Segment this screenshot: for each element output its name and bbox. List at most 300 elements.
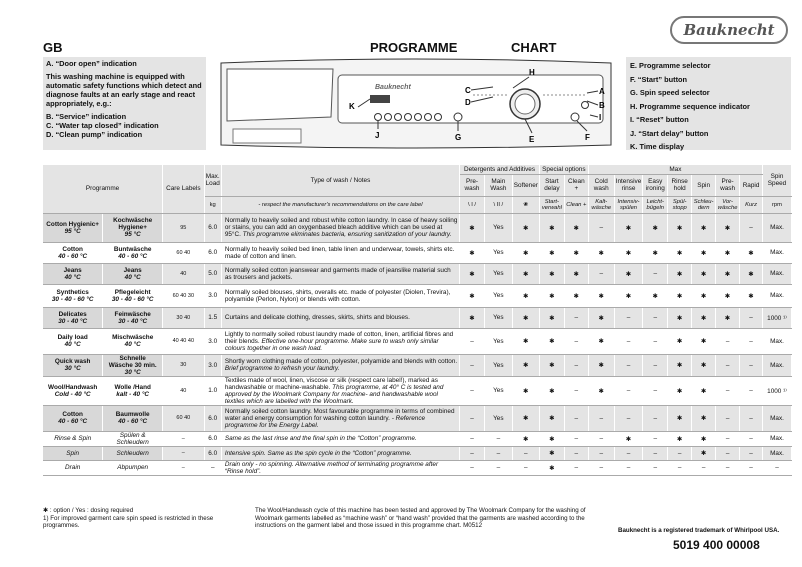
max-load: 6.0 bbox=[204, 431, 221, 446]
programme-en bbox=[43, 354, 103, 376]
programme-de bbox=[103, 405, 163, 431]
col-pre2: Pre-wash bbox=[716, 174, 740, 196]
col-easy: Easy ironing bbox=[643, 174, 668, 196]
option-cell: – bbox=[716, 328, 740, 354]
col-type-sub: - respect the manufacturer's recommendations on the care label bbox=[221, 196, 459, 213]
programme-row bbox=[43, 307, 792, 328]
option-cell: Yes bbox=[484, 307, 512, 328]
option-cell: Max. bbox=[763, 405, 792, 431]
programme-en-name: Drain bbox=[65, 464, 81, 471]
option-cell: – bbox=[740, 446, 763, 460]
wash-notes bbox=[221, 284, 459, 307]
option-cell: ✱ bbox=[668, 213, 692, 242]
programme-row bbox=[43, 354, 792, 376]
care-label-icon: 60 40 bbox=[163, 242, 205, 263]
programme-de-name: Kochwäsche Hygiene+ bbox=[113, 217, 153, 231]
option-cell: – bbox=[716, 376, 740, 405]
programme-en-temp: 40 - 60 °C bbox=[58, 418, 88, 425]
option-cell: ✱ bbox=[668, 307, 692, 328]
label-j: J bbox=[375, 131, 380, 140]
care-label-icon: 95 bbox=[163, 213, 205, 242]
programme-en-temp: 40 - 60 °C bbox=[58, 252, 88, 260]
option-cell: ✱ bbox=[614, 263, 643, 284]
option-cell: – bbox=[614, 376, 643, 405]
option-cell: ✱ bbox=[539, 263, 564, 284]
label-e: E bbox=[529, 135, 535, 144]
note-text: Normally soiled cotton laundry. Most favourable programme in terms of combined water and energy consumption for washing cotton laundry. bbox=[224, 407, 455, 422]
option-cell: ✱ bbox=[668, 328, 692, 354]
option-cell: ✱ bbox=[716, 242, 740, 263]
woolmark-code: M0512 bbox=[463, 522, 483, 529]
option-cell: ✱ bbox=[668, 376, 692, 405]
footnote-option: ✱ : option / Yes : dosing required bbox=[43, 507, 134, 514]
option-cell: Yes bbox=[484, 242, 512, 263]
option-cell: – bbox=[740, 405, 763, 431]
option-cell: ✱ bbox=[539, 242, 564, 263]
option-cell: – bbox=[460, 376, 485, 405]
note-italic: - Reference programme for the Energy Label. bbox=[224, 414, 426, 429]
care-label-icon: 40 bbox=[163, 376, 205, 405]
programme-en-temp: 40 °C bbox=[64, 341, 81, 348]
option-cell: ✱ bbox=[716, 263, 740, 284]
programme-en-temp: 30 - 40 - 60 °C bbox=[51, 295, 94, 303]
option-cell: – bbox=[614, 354, 643, 376]
label-f: F bbox=[585, 133, 590, 142]
wash-notes bbox=[221, 263, 459, 284]
note-italic: Intensive spin. Same as the spin cycle in the “Cotton” programme. bbox=[224, 449, 412, 457]
programme-de-name: Abpumpen bbox=[117, 464, 149, 471]
label-b: B bbox=[599, 101, 605, 110]
note-text: Normally soiled blouses, shirts, overalls etc. made of polyester (Diolen, Trevira), polyamide (Perlon, Nylon) or blends with cotton. bbox=[224, 288, 451, 303]
wash-notes bbox=[221, 446, 459, 460]
option-cell: – bbox=[460, 460, 485, 475]
col-cold: Cold wash bbox=[588, 174, 614, 196]
option-cell: Max. bbox=[763, 446, 792, 460]
option-cell: ✱ bbox=[539, 354, 564, 376]
col-rinse: Rinse hold bbox=[668, 174, 692, 196]
option-cell: – bbox=[564, 354, 588, 376]
programme-row bbox=[43, 263, 792, 284]
col-pre2-de: Vor-wäsche bbox=[716, 196, 740, 213]
option-cell: ✱ bbox=[564, 242, 588, 263]
option-cell: – bbox=[740, 460, 763, 475]
programme-de bbox=[103, 242, 163, 263]
option-cell: – bbox=[588, 263, 614, 284]
programme-de-temp: 40 °C bbox=[124, 341, 141, 348]
option-cell: ✱ bbox=[539, 405, 564, 431]
col-programme: Programme bbox=[43, 165, 163, 213]
note-text: Textiles made of wool, linen, viscose or silk (respect care label!), marked as handwashable or machine-washable. bbox=[224, 376, 438, 391]
max-load: 1.5 bbox=[204, 307, 221, 328]
legend-e: E. Programme selector bbox=[630, 61, 711, 70]
option-cell: Max. bbox=[763, 354, 792, 376]
option-cell: Yes bbox=[484, 328, 512, 354]
col-special: Special options bbox=[539, 165, 588, 174]
option-cell: – bbox=[484, 446, 512, 460]
programme-en-name: Daily load bbox=[57, 334, 88, 341]
info-b: B. “Service” indication bbox=[46, 112, 127, 121]
note-italic: Same as the last rinse and the final spin in the “Cotton” programme. bbox=[224, 435, 417, 442]
option-cell: ✱ bbox=[539, 376, 564, 405]
option-cell: – bbox=[716, 431, 740, 446]
col-spin-de: Schleu-dern bbox=[692, 196, 716, 213]
option-cell: – bbox=[460, 405, 485, 431]
option-cell: – bbox=[614, 328, 643, 354]
max-load: 3.0 bbox=[204, 328, 221, 354]
legend-j: J. “Start delay” button bbox=[630, 128, 709, 138]
option-cell: – bbox=[740, 307, 763, 328]
programme-en-name: Quick wash bbox=[54, 358, 91, 365]
programme-en bbox=[43, 328, 103, 354]
option-cell: ✱ bbox=[512, 284, 539, 307]
programme-de-temp: Wäsche 30 min. bbox=[108, 361, 157, 369]
option-cell: – bbox=[740, 376, 763, 405]
option-cell: – bbox=[614, 460, 643, 475]
option-cell: – bbox=[643, 263, 668, 284]
programme-table bbox=[43, 165, 792, 476]
programme-en bbox=[43, 376, 103, 405]
max-load: 6.0 bbox=[204, 213, 221, 242]
programme-de-name: Wolle /Hand bbox=[114, 383, 151, 391]
note-text: Curtains and delicate clothing, dresses, skirts, shirts and blouses. bbox=[224, 314, 410, 321]
programme-en-name: Spin bbox=[66, 449, 80, 457]
programme-row bbox=[43, 213, 792, 242]
note-italic: This programme eliminates bacteria, ensuring sanitization of your laundry. bbox=[242, 231, 452, 238]
option-cell: Max. bbox=[763, 284, 792, 307]
programme-de-temp: Schleudern bbox=[116, 438, 149, 446]
control-panel-diagram bbox=[213, 57, 618, 151]
option-cell: ✱ bbox=[588, 284, 614, 307]
programme-en-temp: 40 °C bbox=[64, 273, 81, 281]
programme-de-name: Baumwolle bbox=[115, 411, 150, 418]
col-main: Main Wash bbox=[484, 174, 512, 196]
option-cell: ✱ bbox=[564, 213, 588, 242]
option-cell: – bbox=[763, 460, 792, 475]
programme-en-name: Wool/Handwash bbox=[48, 383, 98, 391]
option-cell: ✱ bbox=[643, 284, 668, 307]
option-cell: ✱ bbox=[614, 284, 643, 307]
option-cell: – bbox=[588, 213, 614, 242]
col-easy-de: Leicht-bügeln bbox=[643, 196, 668, 213]
option-cell: ✱ bbox=[512, 307, 539, 328]
legend-k: K. Time display bbox=[630, 142, 685, 151]
col-spin: Spin bbox=[692, 174, 716, 196]
programme-row bbox=[43, 328, 792, 354]
col-prewash: Pre-wash bbox=[460, 174, 485, 196]
option-cell: ✱ bbox=[692, 446, 716, 460]
indication-info bbox=[43, 57, 206, 150]
programme-de-name: Spülen & bbox=[119, 431, 146, 439]
max-load: 3.0 bbox=[204, 284, 221, 307]
page-title: PROGRAMME CHART bbox=[370, 40, 557, 55]
care-label-icon: 30 40 bbox=[163, 307, 205, 328]
option-cell: Yes bbox=[484, 354, 512, 376]
option-cell: ✱ bbox=[460, 307, 485, 328]
option-cell: ✱ bbox=[588, 328, 614, 354]
note-italic: Brief programme to refresh your laundry. bbox=[224, 365, 340, 372]
programme-de-temp: 95 °C bbox=[124, 231, 141, 238]
option-cell: ✱ bbox=[460, 263, 485, 284]
option-cell: ✱ bbox=[512, 354, 539, 376]
max-load: 6.0 bbox=[204, 405, 221, 431]
care-label-icon: 60 40 bbox=[163, 405, 205, 431]
col-type: Type of wash / Notes bbox=[221, 165, 459, 196]
programme-row bbox=[43, 446, 792, 460]
option-cell: – bbox=[692, 460, 716, 475]
option-cell: ✱ bbox=[539, 460, 564, 475]
region-label: GB bbox=[43, 40, 63, 55]
option-cell: – bbox=[716, 354, 740, 376]
option-cell: ✱ bbox=[692, 376, 716, 405]
care-label-icon: 40 40 40 bbox=[163, 328, 205, 354]
note-italic: Drain only - no spinning. Alternative method of terminating programme after “Rinse hold”. bbox=[224, 460, 439, 475]
option-cell: Max. bbox=[763, 213, 792, 242]
icon-main: \ II / bbox=[484, 196, 512, 213]
option-cell: – bbox=[484, 460, 512, 475]
programme-de-temp: kalt - 40 °C bbox=[116, 390, 150, 398]
programme-de bbox=[103, 328, 163, 354]
programme-en-name: Cotton bbox=[62, 411, 83, 418]
option-cell: ✱ bbox=[692, 284, 716, 307]
max-load: 1.0 bbox=[204, 376, 221, 405]
option-cell: ✱ bbox=[588, 242, 614, 263]
max-load: 5.0 bbox=[204, 263, 221, 284]
option-cell: ✱ bbox=[643, 213, 668, 242]
note-text: Normally soiled cotton jeanswear and garments made of jeanslike material such as trousers and jackets. bbox=[224, 266, 451, 281]
programme-de bbox=[103, 307, 163, 328]
programme-en-temp: Cold - 40 °C bbox=[54, 390, 91, 398]
programme-de-name: Buntwäsche bbox=[113, 245, 152, 253]
programme-en-name: Rinse & Spin bbox=[54, 435, 92, 442]
col-rapid: Rapid bbox=[740, 174, 763, 196]
option-cell: – bbox=[460, 354, 485, 376]
col-cleanp-de: Clean + bbox=[564, 196, 588, 213]
footnote-spin: 1) For improved garment care spin speed is restricted in these programmes. bbox=[43, 514, 214, 529]
care-label-icon: 30 bbox=[163, 354, 205, 376]
option-cell: ✱ bbox=[539, 307, 564, 328]
option-cell: Yes bbox=[484, 284, 512, 307]
col-rapid-de: Kurz bbox=[740, 196, 763, 213]
option-cell: Yes bbox=[484, 376, 512, 405]
option-cell: ✱ bbox=[512, 263, 539, 284]
wash-notes bbox=[221, 376, 459, 405]
programme-de-name: Jeans bbox=[123, 266, 142, 274]
icon-prewash: \ I / bbox=[460, 196, 485, 213]
col-start-de: Start-verwahl bbox=[539, 196, 564, 213]
info-c: C. “Water tap closed” indication bbox=[46, 121, 159, 130]
programme-de-temp: 30 - 40 - 60 °C bbox=[111, 295, 154, 303]
programme-de-temp: 40 - 60 °C bbox=[118, 418, 148, 425]
note-text: Lightly to normally soiled robust laundry made of cotton, linen, artificial fibres and their blends. bbox=[224, 330, 454, 345]
option-cell: – bbox=[484, 431, 512, 446]
wash-notes bbox=[221, 307, 459, 328]
wash-notes bbox=[221, 431, 459, 446]
document-code: 5019 400 00008 bbox=[673, 538, 760, 552]
label-c: C bbox=[465, 86, 471, 95]
col-cold-de: Kalt-wäsche bbox=[588, 196, 614, 213]
option-cell: 1000 ¹⁾ bbox=[763, 376, 792, 405]
option-cell: ✱ bbox=[614, 431, 643, 446]
programme-en-name: Delicates bbox=[58, 310, 87, 318]
option-cell: ✱ bbox=[668, 263, 692, 284]
max-load: 6.0 bbox=[204, 242, 221, 263]
option-cell: ✱ bbox=[740, 263, 763, 284]
option-cell: – bbox=[564, 431, 588, 446]
programme-de bbox=[103, 213, 163, 242]
info-para: This washing machine is equipped with automatic safety functions which detect and diagnose faults at an early stage and react appropriately, e.g.: bbox=[46, 72, 202, 108]
programme-en-temp: 95 °C bbox=[64, 227, 81, 235]
option-cell: ✱ bbox=[512, 431, 539, 446]
programme-de-name: Schnelle bbox=[119, 354, 146, 362]
footnotes bbox=[43, 507, 243, 530]
option-cell: ✱ bbox=[692, 242, 716, 263]
wash-notes bbox=[221, 405, 459, 431]
legend-i: I. “Reset” button bbox=[630, 115, 689, 124]
programme-de-name: Feinwäsche bbox=[114, 310, 151, 318]
option-cell: ✱ bbox=[740, 284, 763, 307]
option-cell: – bbox=[564, 460, 588, 475]
option-cell: ✱ bbox=[539, 213, 564, 242]
option-cell: ✱ bbox=[692, 263, 716, 284]
option-cell: ✱ bbox=[614, 242, 643, 263]
programme-de bbox=[103, 446, 163, 460]
option-cell: – bbox=[643, 376, 668, 405]
programme-row bbox=[43, 431, 792, 446]
programme-en-name: Cotton bbox=[62, 245, 83, 253]
care-label-icon: – bbox=[163, 431, 205, 446]
option-cell: – bbox=[564, 405, 588, 431]
option-cell: ✱ bbox=[512, 405, 539, 431]
option-cell: ✱ bbox=[716, 284, 740, 307]
option-cell: – bbox=[512, 460, 539, 475]
programme-en-name: Jeans bbox=[63, 266, 82, 274]
option-cell: – bbox=[740, 328, 763, 354]
option-cell: Yes bbox=[484, 263, 512, 284]
option-cell: – bbox=[614, 446, 643, 460]
programme-row bbox=[43, 242, 792, 263]
option-cell: – bbox=[564, 328, 588, 354]
programme-en bbox=[43, 307, 103, 328]
programme-en bbox=[43, 460, 103, 475]
option-cell: ✱ bbox=[668, 405, 692, 431]
max-load: 3.0 bbox=[204, 354, 221, 376]
col-cleanp: Clean + bbox=[564, 174, 588, 196]
option-cell: ✱ bbox=[668, 354, 692, 376]
option-cell: ✱ bbox=[460, 213, 485, 242]
option-cell: ✱ bbox=[539, 328, 564, 354]
wash-notes bbox=[221, 328, 459, 354]
programme-de bbox=[103, 376, 163, 405]
note-text: Shortly worn clothing made of cotton, polyester, polyamide and blends with cotton. bbox=[224, 358, 458, 365]
programme-de-temp: 40 - 60 °C bbox=[118, 252, 148, 260]
option-cell: Max. bbox=[763, 431, 792, 446]
programme-row bbox=[43, 376, 792, 405]
option-cell: – bbox=[588, 431, 614, 446]
option-cell: – bbox=[643, 446, 668, 460]
option-cell: – bbox=[588, 405, 614, 431]
option-cell: – bbox=[460, 328, 485, 354]
care-label-icon: 40 bbox=[163, 263, 205, 284]
option-cell: – bbox=[564, 446, 588, 460]
wash-notes bbox=[221, 460, 459, 475]
wash-notes bbox=[221, 354, 459, 376]
option-cell: Yes bbox=[484, 213, 512, 242]
programme-en bbox=[43, 263, 103, 284]
label-d: D bbox=[465, 98, 471, 107]
programme-en bbox=[43, 405, 103, 431]
option-cell: – bbox=[512, 446, 539, 460]
col-speed: Spin Speed bbox=[763, 165, 792, 196]
option-cell: – bbox=[643, 460, 668, 475]
legend-h: H. Programme sequence indicator bbox=[630, 101, 750, 111]
option-cell: ✱ bbox=[692, 431, 716, 446]
option-cell: ✱ bbox=[668, 242, 692, 263]
note-italic: Effective one-hour programme. Make sure to wash only similar colours together in one wash load. bbox=[224, 337, 439, 352]
legend-f: F. “Start” button bbox=[630, 74, 688, 84]
option-cell: – bbox=[643, 405, 668, 431]
programme-en bbox=[43, 213, 103, 242]
option-cell: – bbox=[740, 213, 763, 242]
programme-de bbox=[103, 460, 163, 475]
option-cell: ✱ bbox=[692, 328, 716, 354]
option-cell: ✱ bbox=[512, 328, 539, 354]
option-cell: – bbox=[668, 446, 692, 460]
programme-en-name: Synthetics bbox=[56, 288, 89, 296]
programme-en bbox=[43, 284, 103, 307]
wash-notes bbox=[221, 242, 459, 263]
option-cell: – bbox=[588, 446, 614, 460]
option-cell: ✱ bbox=[539, 446, 564, 460]
option-cell: Max. bbox=[763, 242, 792, 263]
option-cell: ✱ bbox=[512, 242, 539, 263]
programme-en-name: Cotton Hygienic+ bbox=[46, 220, 100, 228]
wash-notes bbox=[221, 213, 459, 242]
programme-en-temp: 30 - 40 °C bbox=[58, 317, 88, 325]
option-cell: ✱ bbox=[692, 213, 716, 242]
option-cell: Max. bbox=[763, 328, 792, 354]
label-h: H bbox=[529, 68, 535, 77]
option-cell: ✱ bbox=[512, 376, 539, 405]
programme-de-temp: 30 - 40 °C bbox=[118, 317, 148, 325]
max-load: – bbox=[204, 460, 221, 475]
option-cell: – bbox=[716, 446, 740, 460]
col-rpm: rpm bbox=[763, 196, 792, 213]
programme-de bbox=[103, 431, 163, 446]
option-cell: ✱ bbox=[588, 376, 614, 405]
note-text: Normally to heavily soiled bed linen, table linen and underwear, towels, shirts etc. made of cotton and linen. bbox=[224, 245, 455, 260]
option-cell: 1000 ¹⁾ bbox=[763, 307, 792, 328]
programme-de-temp: 40 °C bbox=[124, 273, 141, 281]
programme-de bbox=[103, 284, 163, 307]
option-cell: ✱ bbox=[539, 284, 564, 307]
programme-row bbox=[43, 405, 792, 431]
option-cell: – bbox=[564, 307, 588, 328]
info-a: A. “Door open” indication bbox=[46, 59, 137, 68]
flower-icon: ❀ bbox=[512, 196, 539, 213]
option-cell: – bbox=[614, 307, 643, 328]
label-k: K bbox=[349, 102, 355, 111]
col-intensive: Intensive rinse bbox=[614, 174, 643, 196]
option-cell: ✱ bbox=[643, 242, 668, 263]
programme-en bbox=[43, 242, 103, 263]
legend-g: G. Spin speed selector bbox=[630, 88, 710, 97]
max-load: 6.0 bbox=[204, 446, 221, 460]
option-cell: – bbox=[460, 446, 485, 460]
option-cell: – bbox=[716, 460, 740, 475]
control-legend bbox=[626, 57, 791, 150]
woolmark-text: The Wool/Handwash cycle of this machine has been tested and approved by The Woolmark Company for the washing of Woolmark garments labelled as “machine wash” or “hand wash” provided that the garments are washed according to the instructions on the garment label and those issued in this programme chart. bbox=[255, 507, 586, 529]
note-italic: This programme, at 40° C is tested and approved by the Woolmark Company for machine- and handwashable wool textiles which are labelled with the Woolmark. bbox=[224, 383, 444, 405]
